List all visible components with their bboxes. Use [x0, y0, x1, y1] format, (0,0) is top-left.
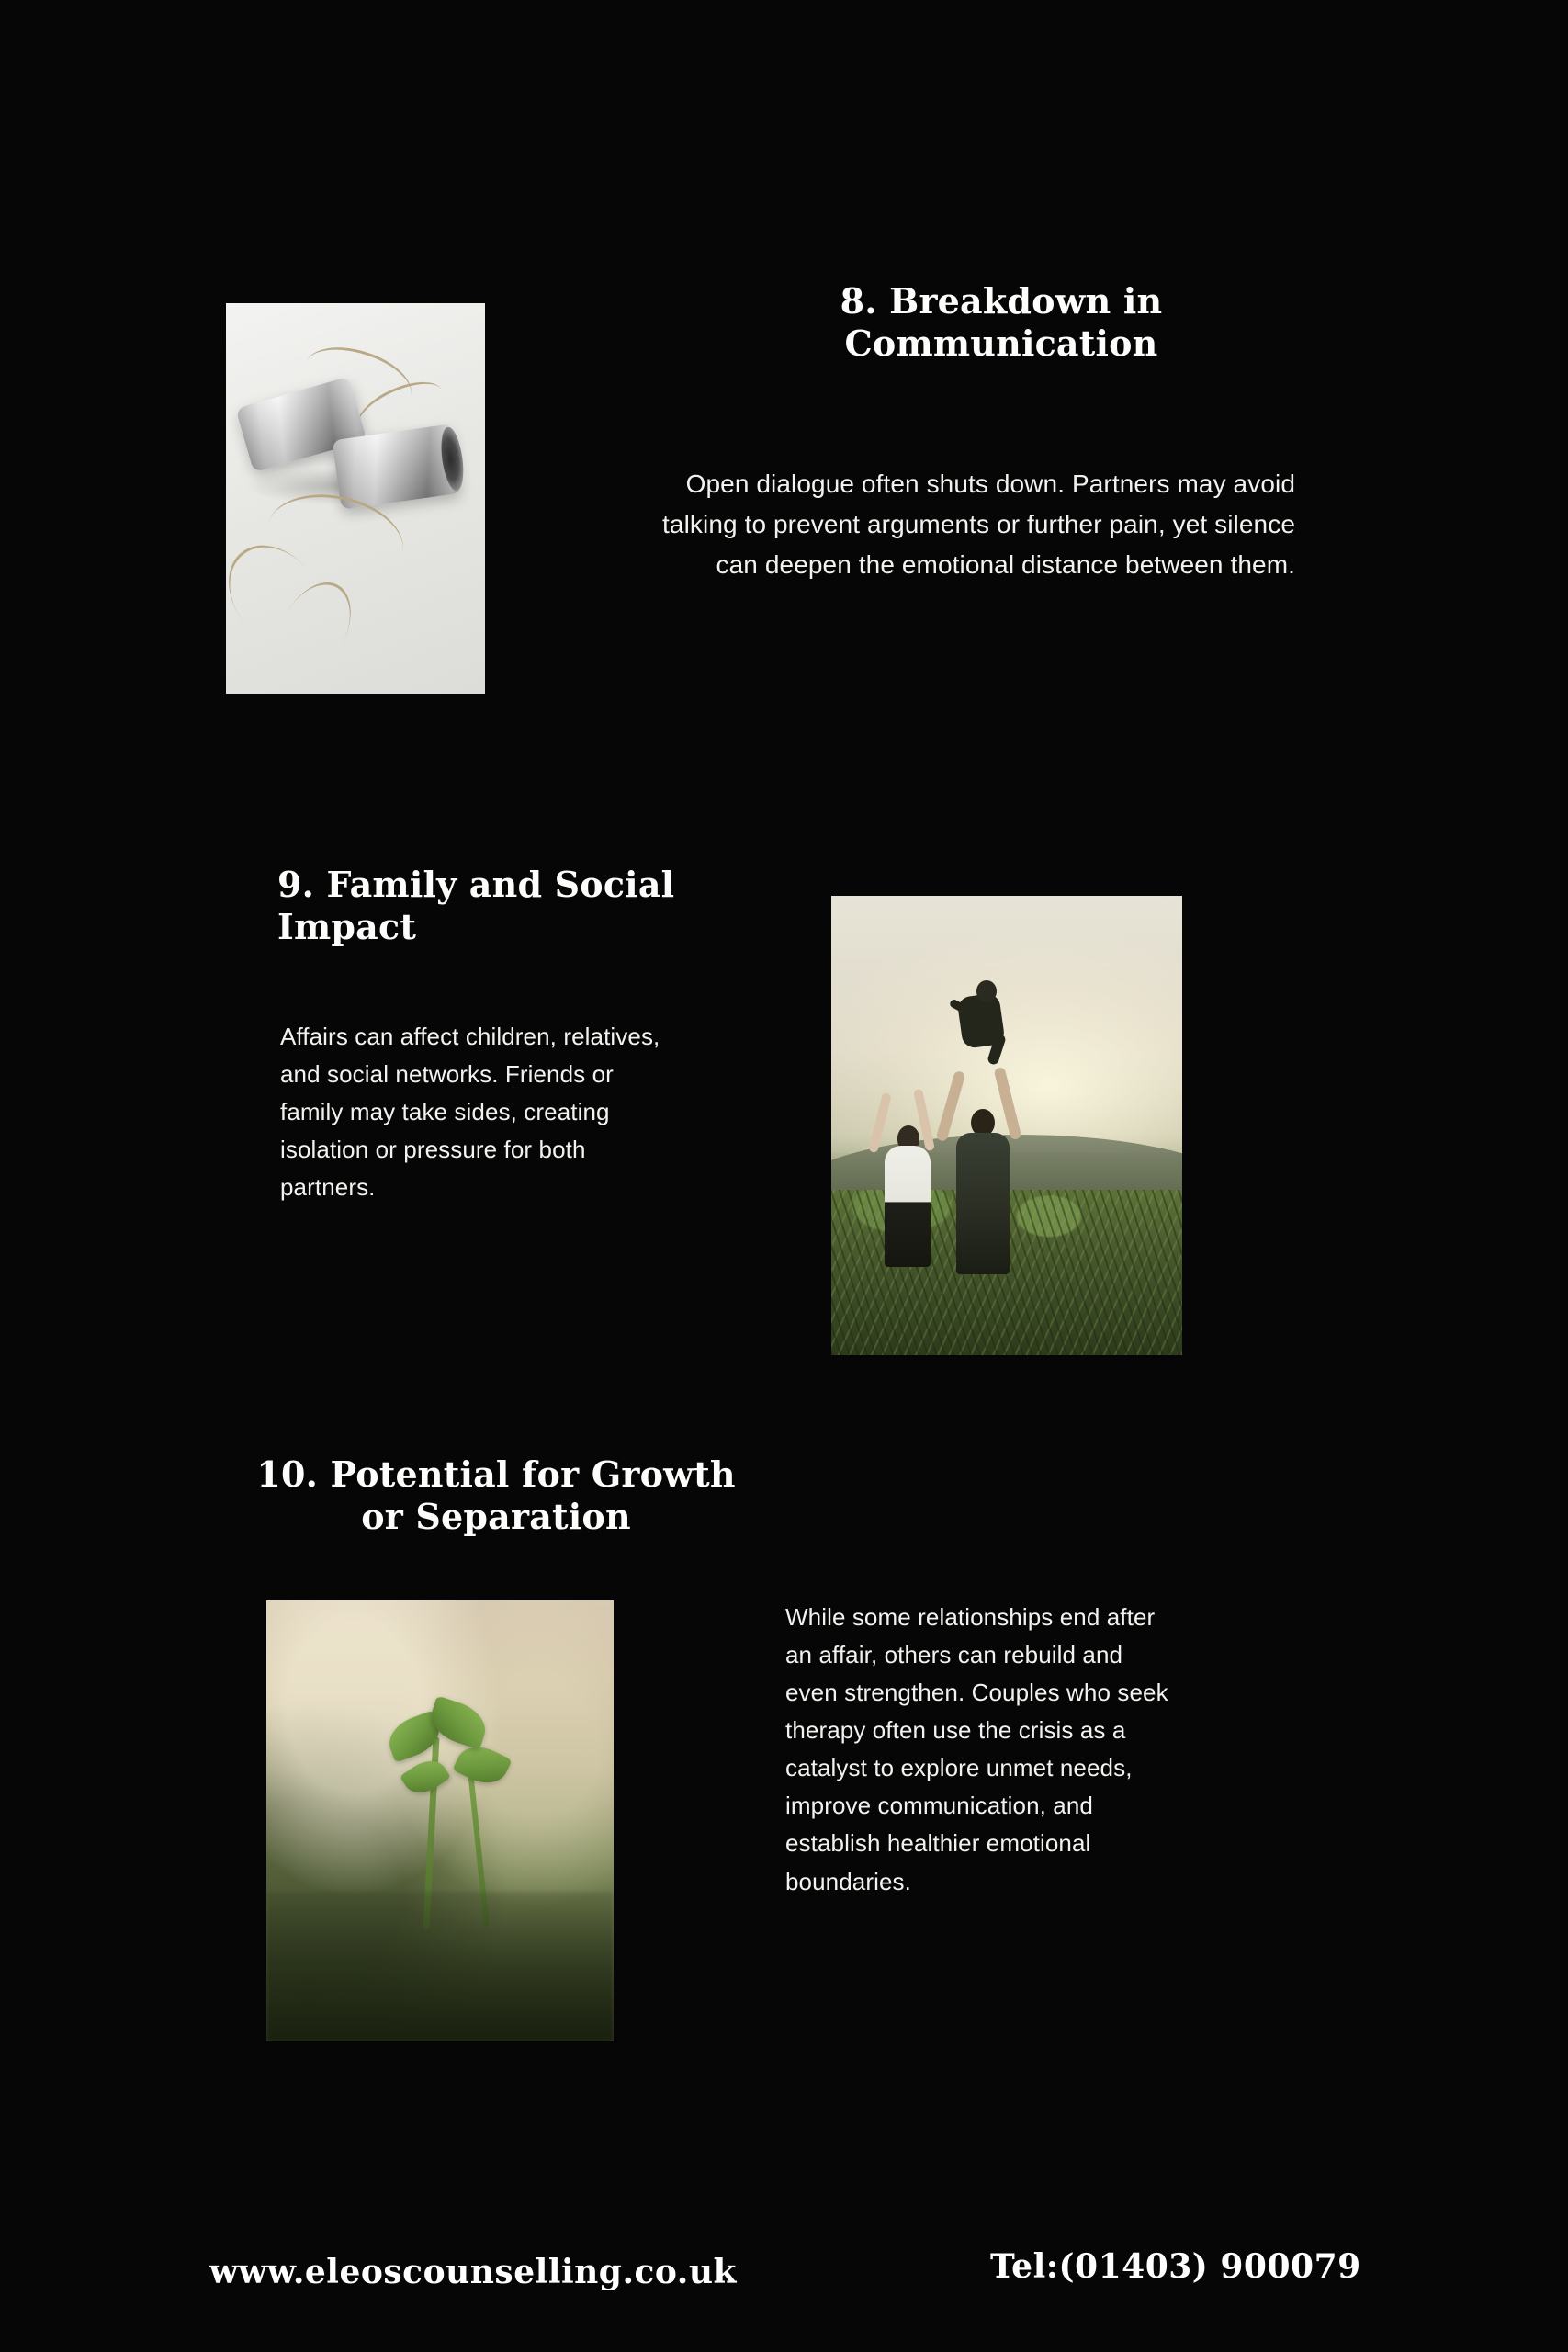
section-9-image	[831, 896, 1182, 1355]
section-8-heading: 8. Breakdown in Communication	[840, 280, 1163, 365]
section-8-image	[226, 303, 485, 694]
footer	[0, 2214, 1568, 2352]
section-9-body: Affairs can affect children, relatives, and social networks. Friends or family may take sides, creating isolation or pressure for both partners.	[280, 1023, 660, 1202]
footer-website[interactable]: www.eleoscounselling.co.uk	[209, 2253, 737, 2291]
man-figure	[956, 1133, 1010, 1274]
seedling-illustration	[266, 1600, 614, 2041]
section-10-heading: 10. Potential for Growth or Separation	[256, 1453, 736, 1538]
section-9-heading: 9. Family and Social Impact	[277, 864, 675, 948]
family-illustration	[831, 896, 1182, 1355]
child-head	[976, 980, 997, 1002]
woman-figure	[885, 1146, 931, 1267]
section-10-body: While some relationships end after an affair, others can rebuild and even strengthen. Couples who seek therapy often use the crisis as a catalyst to explore unmet needs, improve communication, and establish healthier emotional boundaries.	[785, 1603, 1168, 1895]
footer-phone[interactable]: Tel:(01403) 900079	[990, 2247, 1361, 2286]
soil-blur	[266, 1892, 614, 2041]
section-10-image	[266, 1600, 614, 2041]
section-8-body: Open dialogue often shuts down. Partners may avoid talking to prevent arguments or further pain, yet silence can deepen the emotional distance between them.	[662, 469, 1295, 580]
tin-cans-illustration	[226, 303, 485, 694]
